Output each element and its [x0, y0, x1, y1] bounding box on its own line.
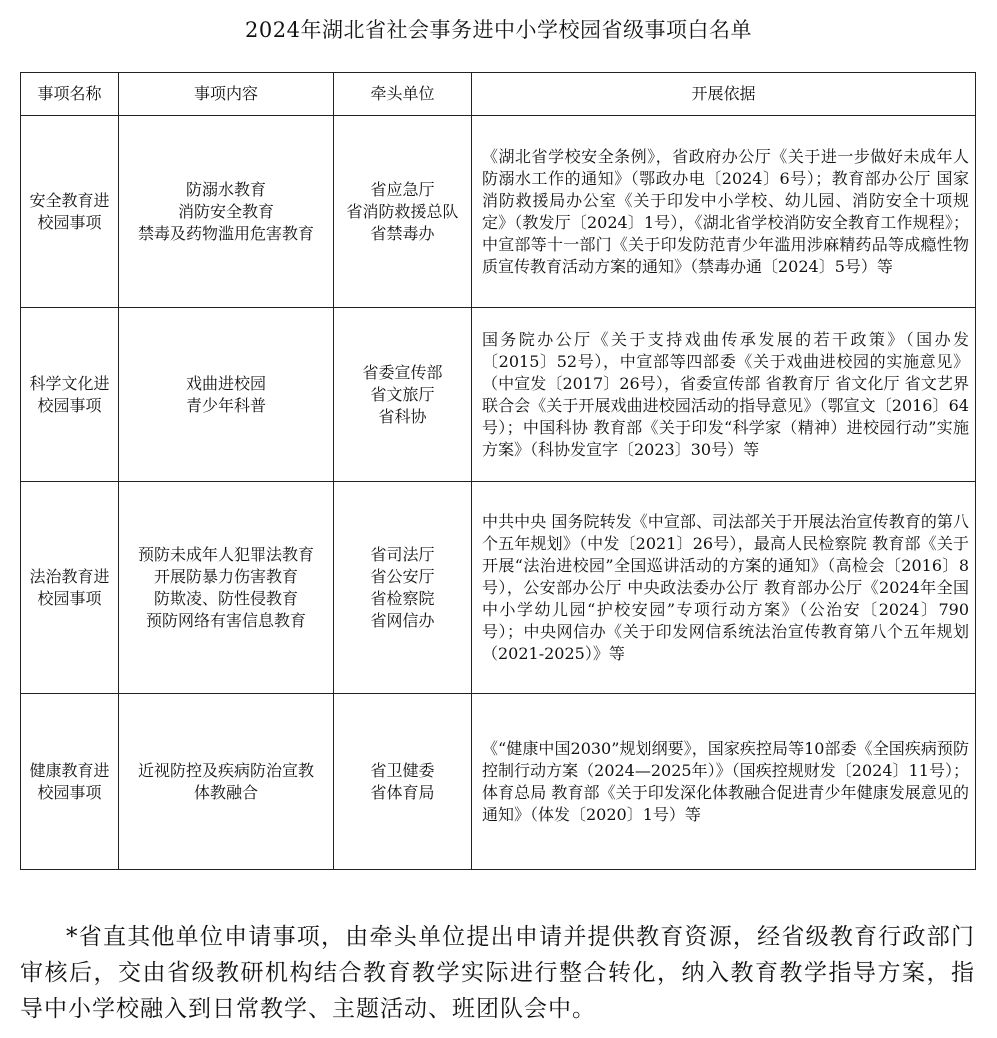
lead-unit-line: 省消防救援总队	[346, 201, 459, 221]
header-item-content: 事项内容	[119, 73, 334, 116]
lead-unit-line: 省公安厅	[370, 566, 435, 586]
basis-cell: 国务院办公厅《关于支持戏曲传承发展的若干政策》（国办发〔2015〕52号），中宣部等四部委《关于戏曲进校园的实施意见》（中宣发〔2017〕26号），省委宣传部 省教育厅 省文化厅 省文艺界联合会《关于开展戏曲进校园活动的指导意见》（鄂宣文〔2016〕64号）；中国科协 教育部《关于印发“科学家（精神）进校园行动”实施方案》（科协发宣字〔2023〕30号）等	[472, 308, 976, 482]
table-row	[21, 116, 976, 308]
lead-unit-line: 省卫健委	[370, 760, 435, 780]
content-line: 消防安全教育	[177, 201, 274, 221]
lead-unit-line: 省体育局	[370, 782, 435, 802]
item-content-cell	[119, 116, 334, 308]
content-line: 防欺凌、防性侵教育	[153, 588, 298, 608]
content-line: 开展防暴力伤害教育	[153, 566, 298, 586]
content-line: 青少年科普	[185, 395, 266, 415]
content-line: 近视防控及疾病防治宣教	[137, 760, 314, 780]
item-name-cell: 安全教育进校园事项	[21, 116, 119, 308]
content-line: 预防未成年人犯罪法教育	[137, 544, 314, 564]
item-content-cell	[119, 308, 334, 482]
content-line: 禁毒及药物滥用危害教育	[137, 223, 314, 243]
lead-unit-line: 省司法厅	[370, 544, 435, 564]
basis-cell: 《“健康中国2030”规划纲要》，国家疾控局等10部委《全国疾病预防控制行动方案（2024—2025年）》（国疾控规财发〔2024〕11号）；体育总局 教育部《关于印发深化体教融合促进青少年健康发展意见的通知》（体发〔2020〕1号）等	[472, 694, 976, 870]
header-lead-unit: 牵头单位	[334, 73, 472, 116]
lead-unit-cell	[334, 308, 472, 482]
lead-unit-cell	[334, 694, 472, 870]
item-content-cell	[119, 694, 334, 870]
content-line: 戏曲进校园	[185, 373, 266, 393]
basis-cell: 《湖北省学校安全条例》，省政府办公厅《关于进一步做好未成年人防溺水工作的通知》（鄂政办电〔2024〕6号）；教育部办公厅 国家消防救援局办公室《关于印发中小学校、幼儿园、消防安全十项规定》（教发厅〔2024〕1号），《湖北省学校消防安全教育工作规程》；中宣部等十一部门《关于印发防范青少年滥用涉麻精药品等成瘾性物质宣传教育活动方案的通知》（禁毒办通〔2024〕5号）等	[472, 116, 976, 308]
lead-unit-cell	[334, 482, 472, 694]
lead-unit-line: 省检察院	[370, 588, 435, 608]
basis-cell: 中共中央 国务院转发《中宣部、司法部关于开展法治宣传教育的第八个五年规划》（中发〔2021〕26号），最高人民检察院 教育部《关于开展“法治进校园”全国巡讲活动的方案的通知》（高检会〔2016〕8号），公安部办公厅 中央政法委办公厅 教育部办公厅《2024年全国中小学幼儿园“护校安园”专项行动方案》（公治安〔2024〕790号）；中央网信办《关于印发网信系统法治宣传教育第八个五年规划（2021-2025）》等	[472, 482, 976, 694]
table-row	[21, 694, 976, 870]
item-content-cell	[119, 482, 334, 694]
lead-unit-line: 省禁毒办	[370, 223, 435, 243]
item-name-cell: 法治教育进校园事项	[21, 482, 119, 694]
lead-unit-line: 省文旅厅	[370, 384, 435, 404]
content-line: 体教融合	[193, 782, 258, 802]
lead-unit-line: 省应急厅	[370, 179, 435, 199]
item-name-cell: 科学文化进校园事项	[21, 308, 119, 482]
header-basis: 开展依据	[472, 73, 976, 116]
footnote: *省直其他单位申请事项，由牵头单位提出申请并提供教育资源，经省级教育行政部门审核后，交由省级教研机构结合教育教学实际进行整合转化，纳入教育教学指导方案，指导中小学校融入到日常教学、主题活动、班团队会中。	[20, 924, 975, 1022]
content-line: 防溺水教育	[185, 179, 266, 199]
item-name-cell: 健康教育进校园事项	[21, 694, 119, 870]
header-item-name: 事项名称	[21, 73, 119, 116]
lead-unit-cell	[334, 116, 472, 308]
content-line: 预防网络有害信息教育	[145, 610, 306, 630]
page-title: 2024年湖北省社会事务进中小学校园省级事项白名单	[245, 18, 752, 42]
table-row	[21, 482, 976, 694]
lead-unit-line: 省网信办	[370, 610, 435, 630]
table-header-row	[21, 73, 976, 116]
lead-unit-line: 省科协	[378, 406, 427, 426]
table-row	[21, 308, 976, 482]
whitelist-table	[20, 72, 976, 870]
lead-unit-line: 省委宣传部	[362, 362, 443, 382]
